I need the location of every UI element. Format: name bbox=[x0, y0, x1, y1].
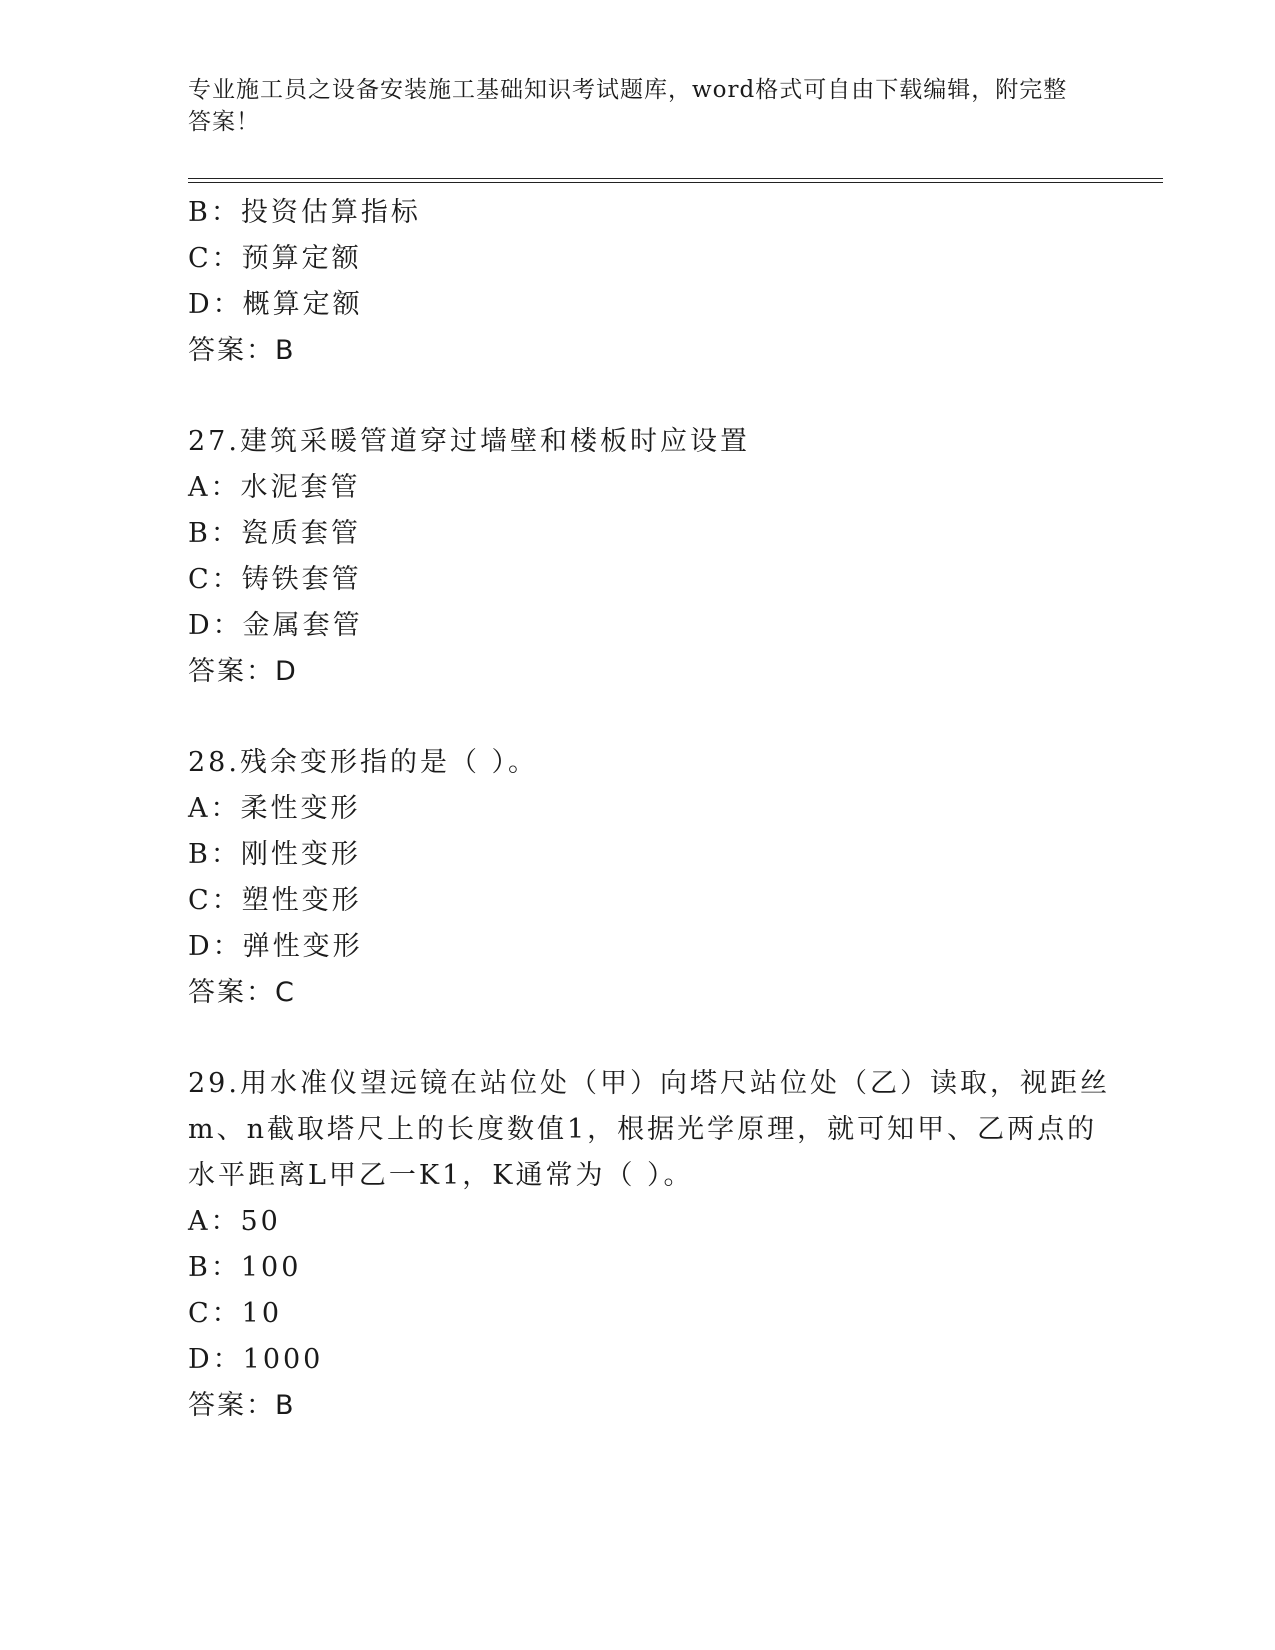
option-d: D：金属套管 bbox=[188, 610, 363, 641]
question-stem: 27.建筑采暖管道穿过墙壁和楼板时应设置 bbox=[188, 426, 750, 457]
answer-line: 答案：D bbox=[188, 656, 298, 687]
question-stem-line-2: m、n截取塔尺上的长度数值1，根据光学原理，就可知甲、乙两点的 bbox=[188, 1114, 1098, 1145]
question-27 bbox=[188, 419, 1148, 695]
question-28 bbox=[188, 740, 1148, 1016]
header-divider-top bbox=[188, 178, 1163, 179]
header-divider-bottom bbox=[188, 182, 1163, 183]
question-stem-line-3: 水平距离L甲乙一K1，K通常为（ ）。 bbox=[188, 1160, 694, 1191]
question-list bbox=[188, 190, 1148, 1429]
option-c: C：铸铁套管 bbox=[188, 564, 362, 595]
answer-line: 答案：B bbox=[188, 1390, 296, 1421]
spacer bbox=[188, 695, 1148, 740]
option-b: B：刚性变形 bbox=[188, 839, 361, 870]
question-29 bbox=[188, 1061, 1148, 1429]
option-d: D：弹性变形 bbox=[188, 931, 363, 962]
page-header bbox=[188, 74, 1088, 138]
spacer bbox=[188, 374, 1148, 419]
question-26-continued bbox=[188, 190, 1148, 374]
option-b: B：100 bbox=[188, 1252, 302, 1283]
question-stem-line-1: 29.用水准仪望远镜在站位处（甲）向塔尺站位处（乙）读取，视距丝 bbox=[188, 1068, 1110, 1099]
header-text: 专业施工员之设备安装施工基础知识考试题库，word格式可自由下载编辑，附完整答案！ bbox=[188, 77, 1068, 135]
option-b: B：投资估算指标 bbox=[188, 197, 421, 228]
option-c: C：预算定额 bbox=[188, 243, 362, 274]
spacer bbox=[188, 1016, 1148, 1061]
option-c: C：10 bbox=[188, 1298, 283, 1329]
option-a: A：柔性变形 bbox=[188, 793, 361, 824]
answer-line: 答案：B bbox=[188, 335, 296, 366]
question-stem: 28.残余变形指的是（ ）。 bbox=[188, 747, 539, 778]
option-a: A：水泥套管 bbox=[188, 472, 361, 503]
option-d: D：概算定额 bbox=[188, 289, 363, 320]
answer-line: 答案：C bbox=[188, 977, 296, 1008]
option-a: A：50 bbox=[188, 1206, 281, 1237]
option-b: B：瓷质套管 bbox=[188, 518, 361, 549]
option-c: C：塑性变形 bbox=[188, 885, 362, 916]
option-d: D：1000 bbox=[188, 1344, 324, 1375]
